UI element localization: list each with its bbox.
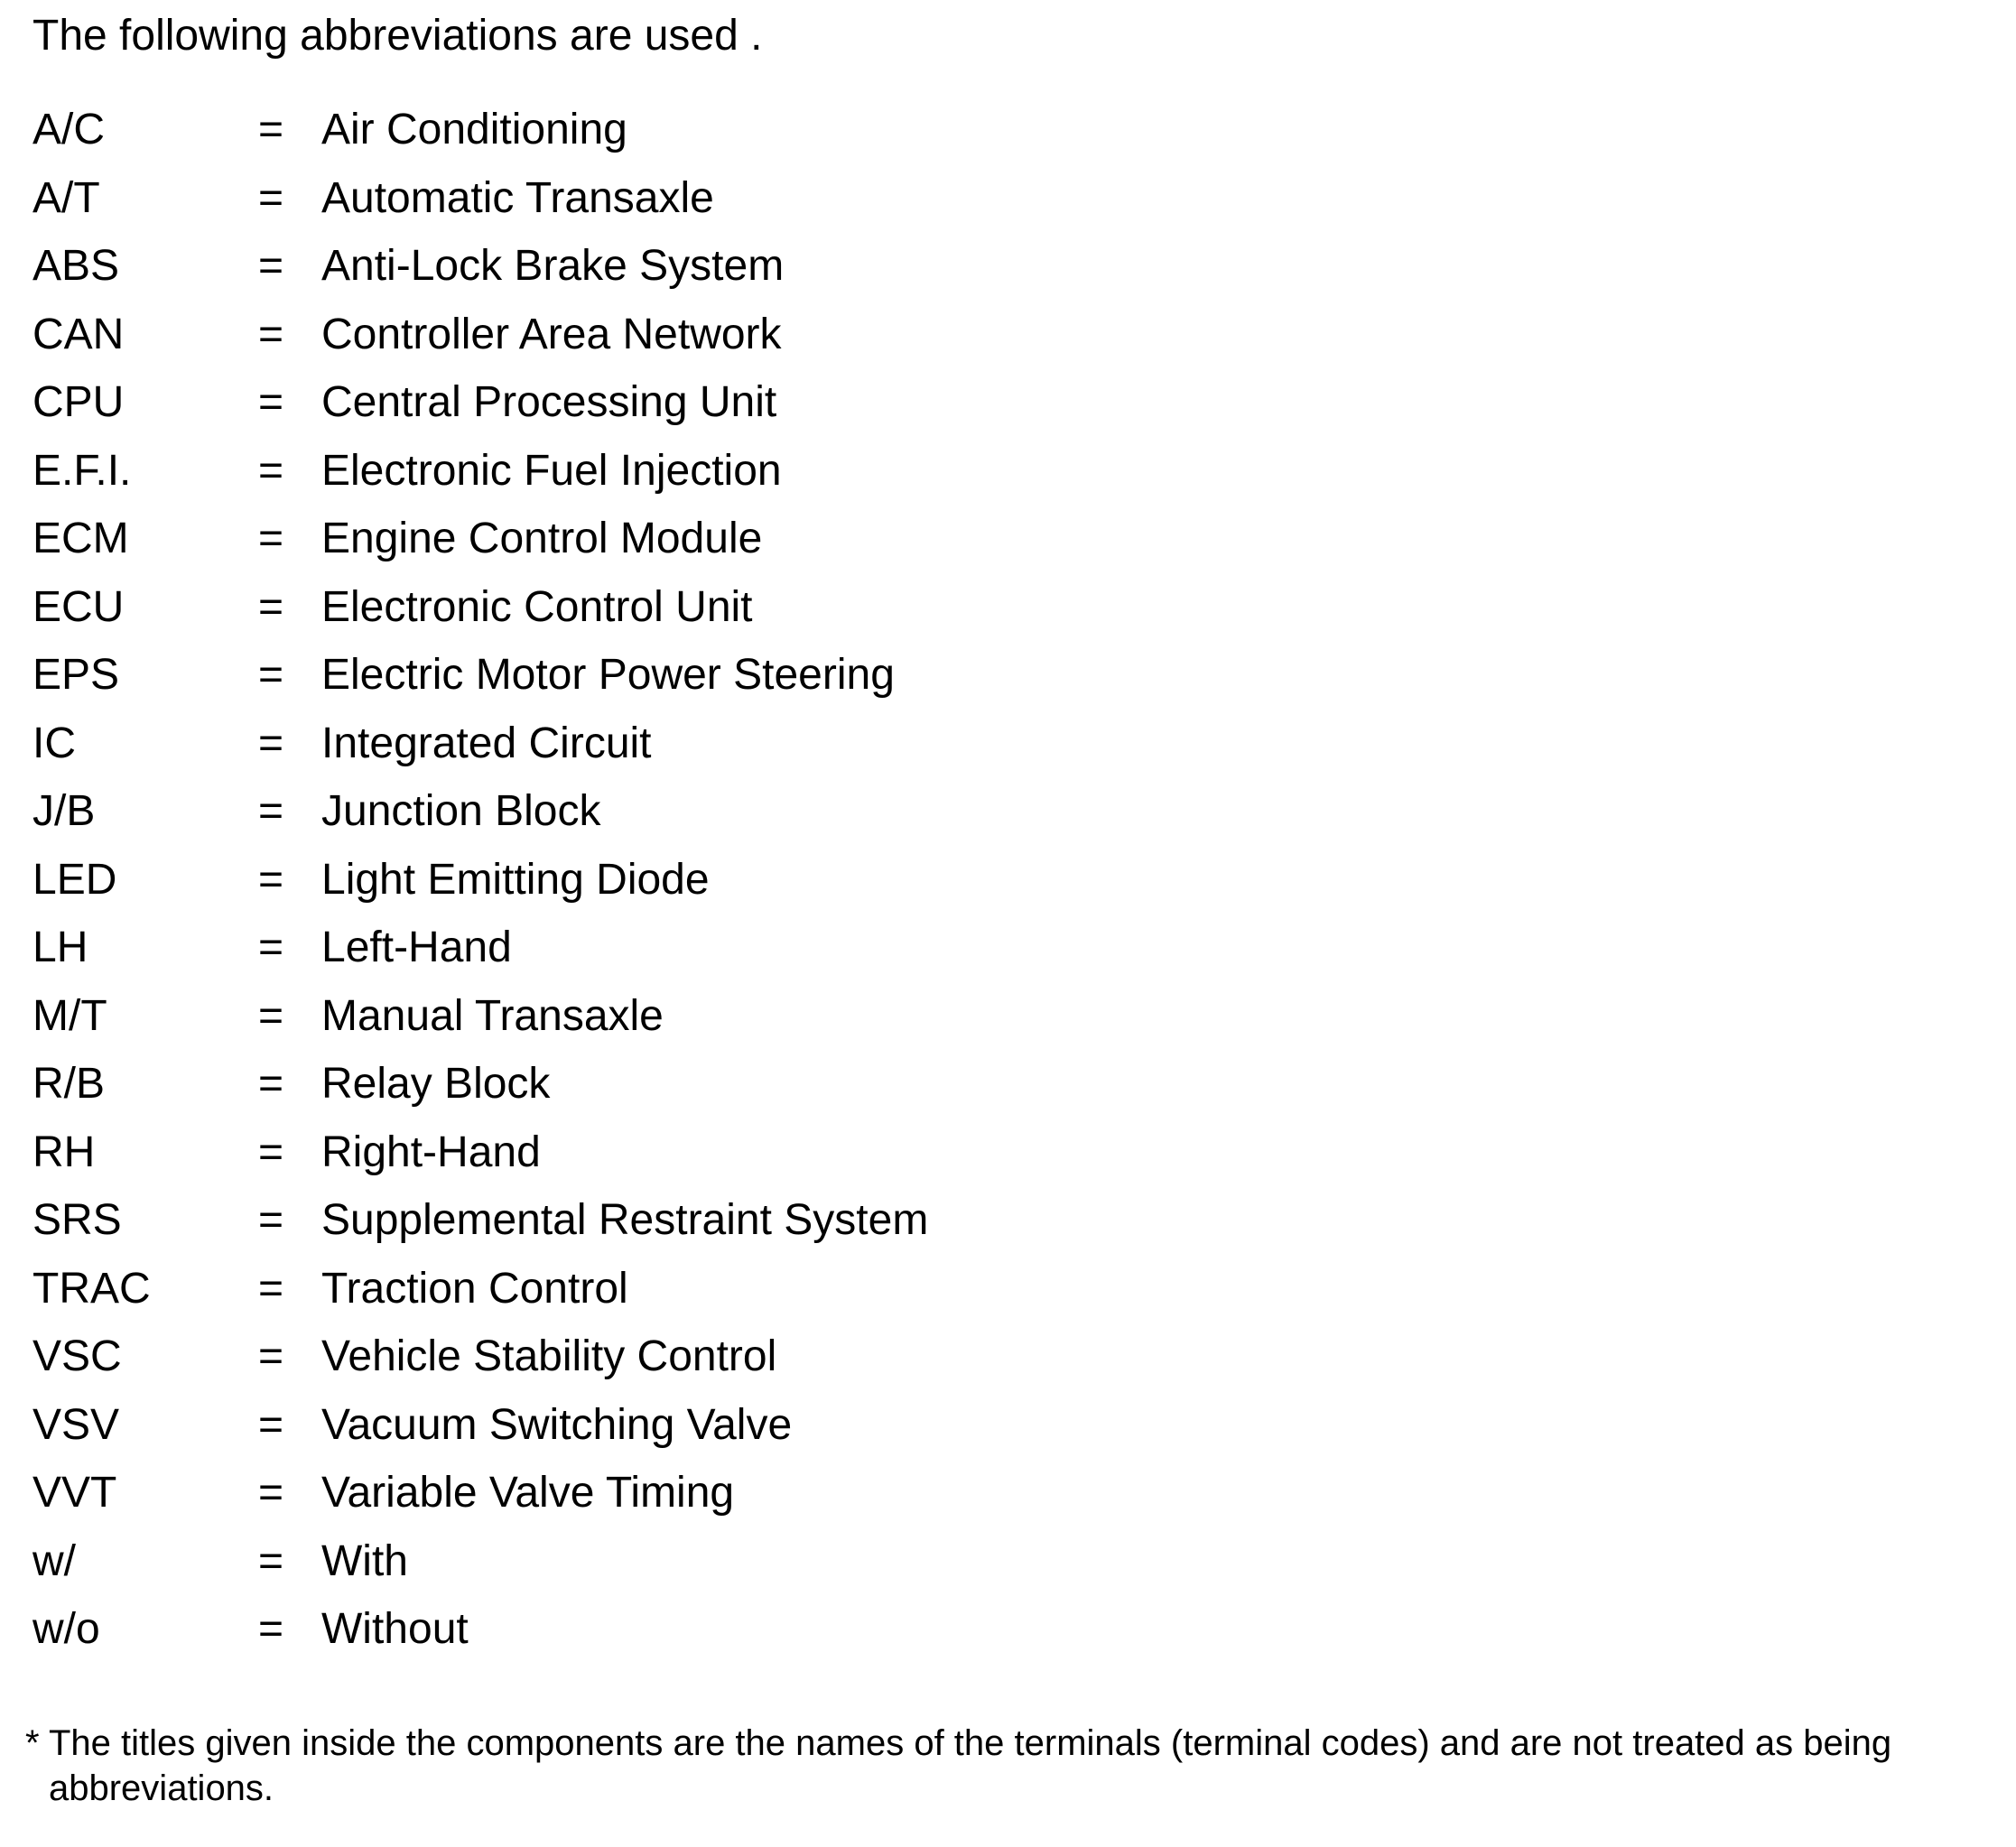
equals-sign: = (258, 173, 284, 222)
equals-sign: = (258, 1469, 284, 1517)
equals-sign: = (258, 1400, 284, 1449)
intro-text: The following abbreviations are used . (33, 12, 763, 60)
abbreviation-definition: Automatic Transaxle (321, 173, 714, 222)
abbreviation-definition: Central Processing Unit (321, 378, 777, 426)
list-item (33, 308, 1206, 376)
equals-sign: = (258, 446, 284, 495)
list-item (33, 1602, 1206, 1671)
abbreviation-definition: Vehicle Stability Control (321, 1332, 777, 1380)
equals-sign: = (258, 787, 284, 835)
list-item (33, 1466, 1206, 1535)
abbreviation-term: ECU (33, 582, 125, 631)
equals-sign: = (258, 1536, 284, 1585)
list-item (33, 717, 1206, 785)
footnote-text: The titles given inside the components are the names of the terminals (terminal codes) and are not treated as being abbreviations. (49, 1723, 1892, 1808)
abbreviation-term: EPS (33, 651, 120, 699)
abbreviation-definition: Vacuum Switching Valve (321, 1400, 793, 1449)
list-item (33, 172, 1206, 240)
abbreviation-definition: Controller Area Network (321, 310, 782, 358)
abbreviation-term: A/C (33, 106, 106, 153)
equals-sign: = (258, 991, 284, 1040)
equals-sign: = (258, 651, 284, 699)
abbreviation-definition: With (321, 1536, 408, 1585)
abbreviation-term: VVT (33, 1469, 117, 1517)
list-item (33, 1535, 1206, 1603)
list-item (33, 921, 1206, 989)
abbreviation-definition: Traction Control (321, 1264, 628, 1313)
abbreviation-definition: Right-Hand (321, 1128, 541, 1176)
equals-sign: = (258, 1605, 284, 1653)
list-item (33, 1262, 1206, 1331)
equals-sign: = (258, 310, 284, 358)
equals-sign: = (258, 855, 284, 904)
abbreviation-term: RH (33, 1128, 96, 1176)
abbreviation-term: R/B (33, 1060, 106, 1108)
abbreviation-definition: Without (321, 1605, 469, 1653)
abbreviation-definition: Supplemental Restraint System (321, 1196, 929, 1244)
abbreviation-term: A/T (33, 173, 100, 222)
abbreviation-term: M/T (33, 991, 107, 1040)
abbreviation-list (33, 103, 1206, 1671)
abbreviation-definition: Electronic Fuel Injection (321, 446, 782, 495)
abbreviation-term: J/B (33, 787, 96, 835)
abbreviation-definition: Left-Hand (321, 924, 512, 971)
equals-sign: = (258, 924, 284, 971)
list-item (33, 376, 1206, 444)
list-item (33, 444, 1206, 513)
abbreviation-term: w/ (33, 1536, 76, 1585)
equals-sign: = (258, 719, 284, 767)
abbreviation-definition: Light Emitting Diode (321, 855, 710, 904)
abbreviation-definition: Air Conditioning (321, 106, 627, 153)
list-item (33, 989, 1206, 1058)
equals-sign: = (258, 515, 284, 562)
abbreviation-term: LH (33, 924, 88, 971)
abbreviation-term: ABS (33, 242, 120, 290)
list-item (33, 1398, 1206, 1467)
abbreviation-term: SRS (33, 1196, 122, 1244)
list-item (33, 1330, 1206, 1398)
abbreviation-term: w/o (33, 1605, 100, 1653)
list-item (33, 1126, 1206, 1194)
abbreviation-term: TRAC (33, 1264, 151, 1313)
abbreviation-term: IC (33, 719, 76, 767)
list-item (33, 1057, 1206, 1126)
footnote-marker: * (25, 1723, 40, 1763)
list-item (33, 1193, 1206, 1262)
abbreviation-definition: Manual Transaxle (321, 991, 664, 1040)
list-item (33, 784, 1206, 853)
abbreviation-term: E.F.I. (33, 446, 132, 495)
abbreviation-term: LED (33, 855, 117, 904)
equals-sign: = (258, 378, 284, 426)
abbreviation-definition: Electronic Control Unit (321, 582, 753, 631)
abbreviation-definition: Electric Motor Power Steering (321, 651, 895, 699)
abbreviation-term: CPU (33, 378, 125, 426)
equals-sign: = (258, 582, 284, 631)
equals-sign: = (258, 1128, 284, 1176)
abbreviation-definition: Relay Block (321, 1060, 551, 1108)
equals-sign: = (258, 1264, 284, 1313)
abbreviation-definition: Junction Block (321, 787, 601, 835)
abbreviation-definition: Engine Control Module (321, 515, 763, 562)
list-item (33, 853, 1206, 922)
list-item (33, 103, 1206, 172)
abbreviation-definition: Variable Valve Timing (321, 1469, 735, 1517)
abbreviation-term: VSC (33, 1332, 122, 1380)
list-item (33, 648, 1206, 717)
list-item (33, 580, 1206, 649)
list-item (33, 512, 1206, 580)
equals-sign: = (258, 242, 284, 290)
abbreviation-term: ECM (33, 515, 129, 562)
equals-sign: = (258, 1196, 284, 1244)
list-item (33, 239, 1206, 308)
equals-sign: = (258, 1060, 284, 1108)
equals-sign: = (258, 1332, 284, 1380)
abbreviation-term: CAN (33, 310, 125, 358)
equals-sign: = (258, 106, 284, 153)
abbreviation-definition: Anti-Lock Brake System (321, 242, 785, 290)
footnote (25, 1721, 1993, 1811)
abbreviation-term: VSV (33, 1400, 120, 1449)
abbreviation-definition: Integrated Circuit (321, 719, 652, 767)
